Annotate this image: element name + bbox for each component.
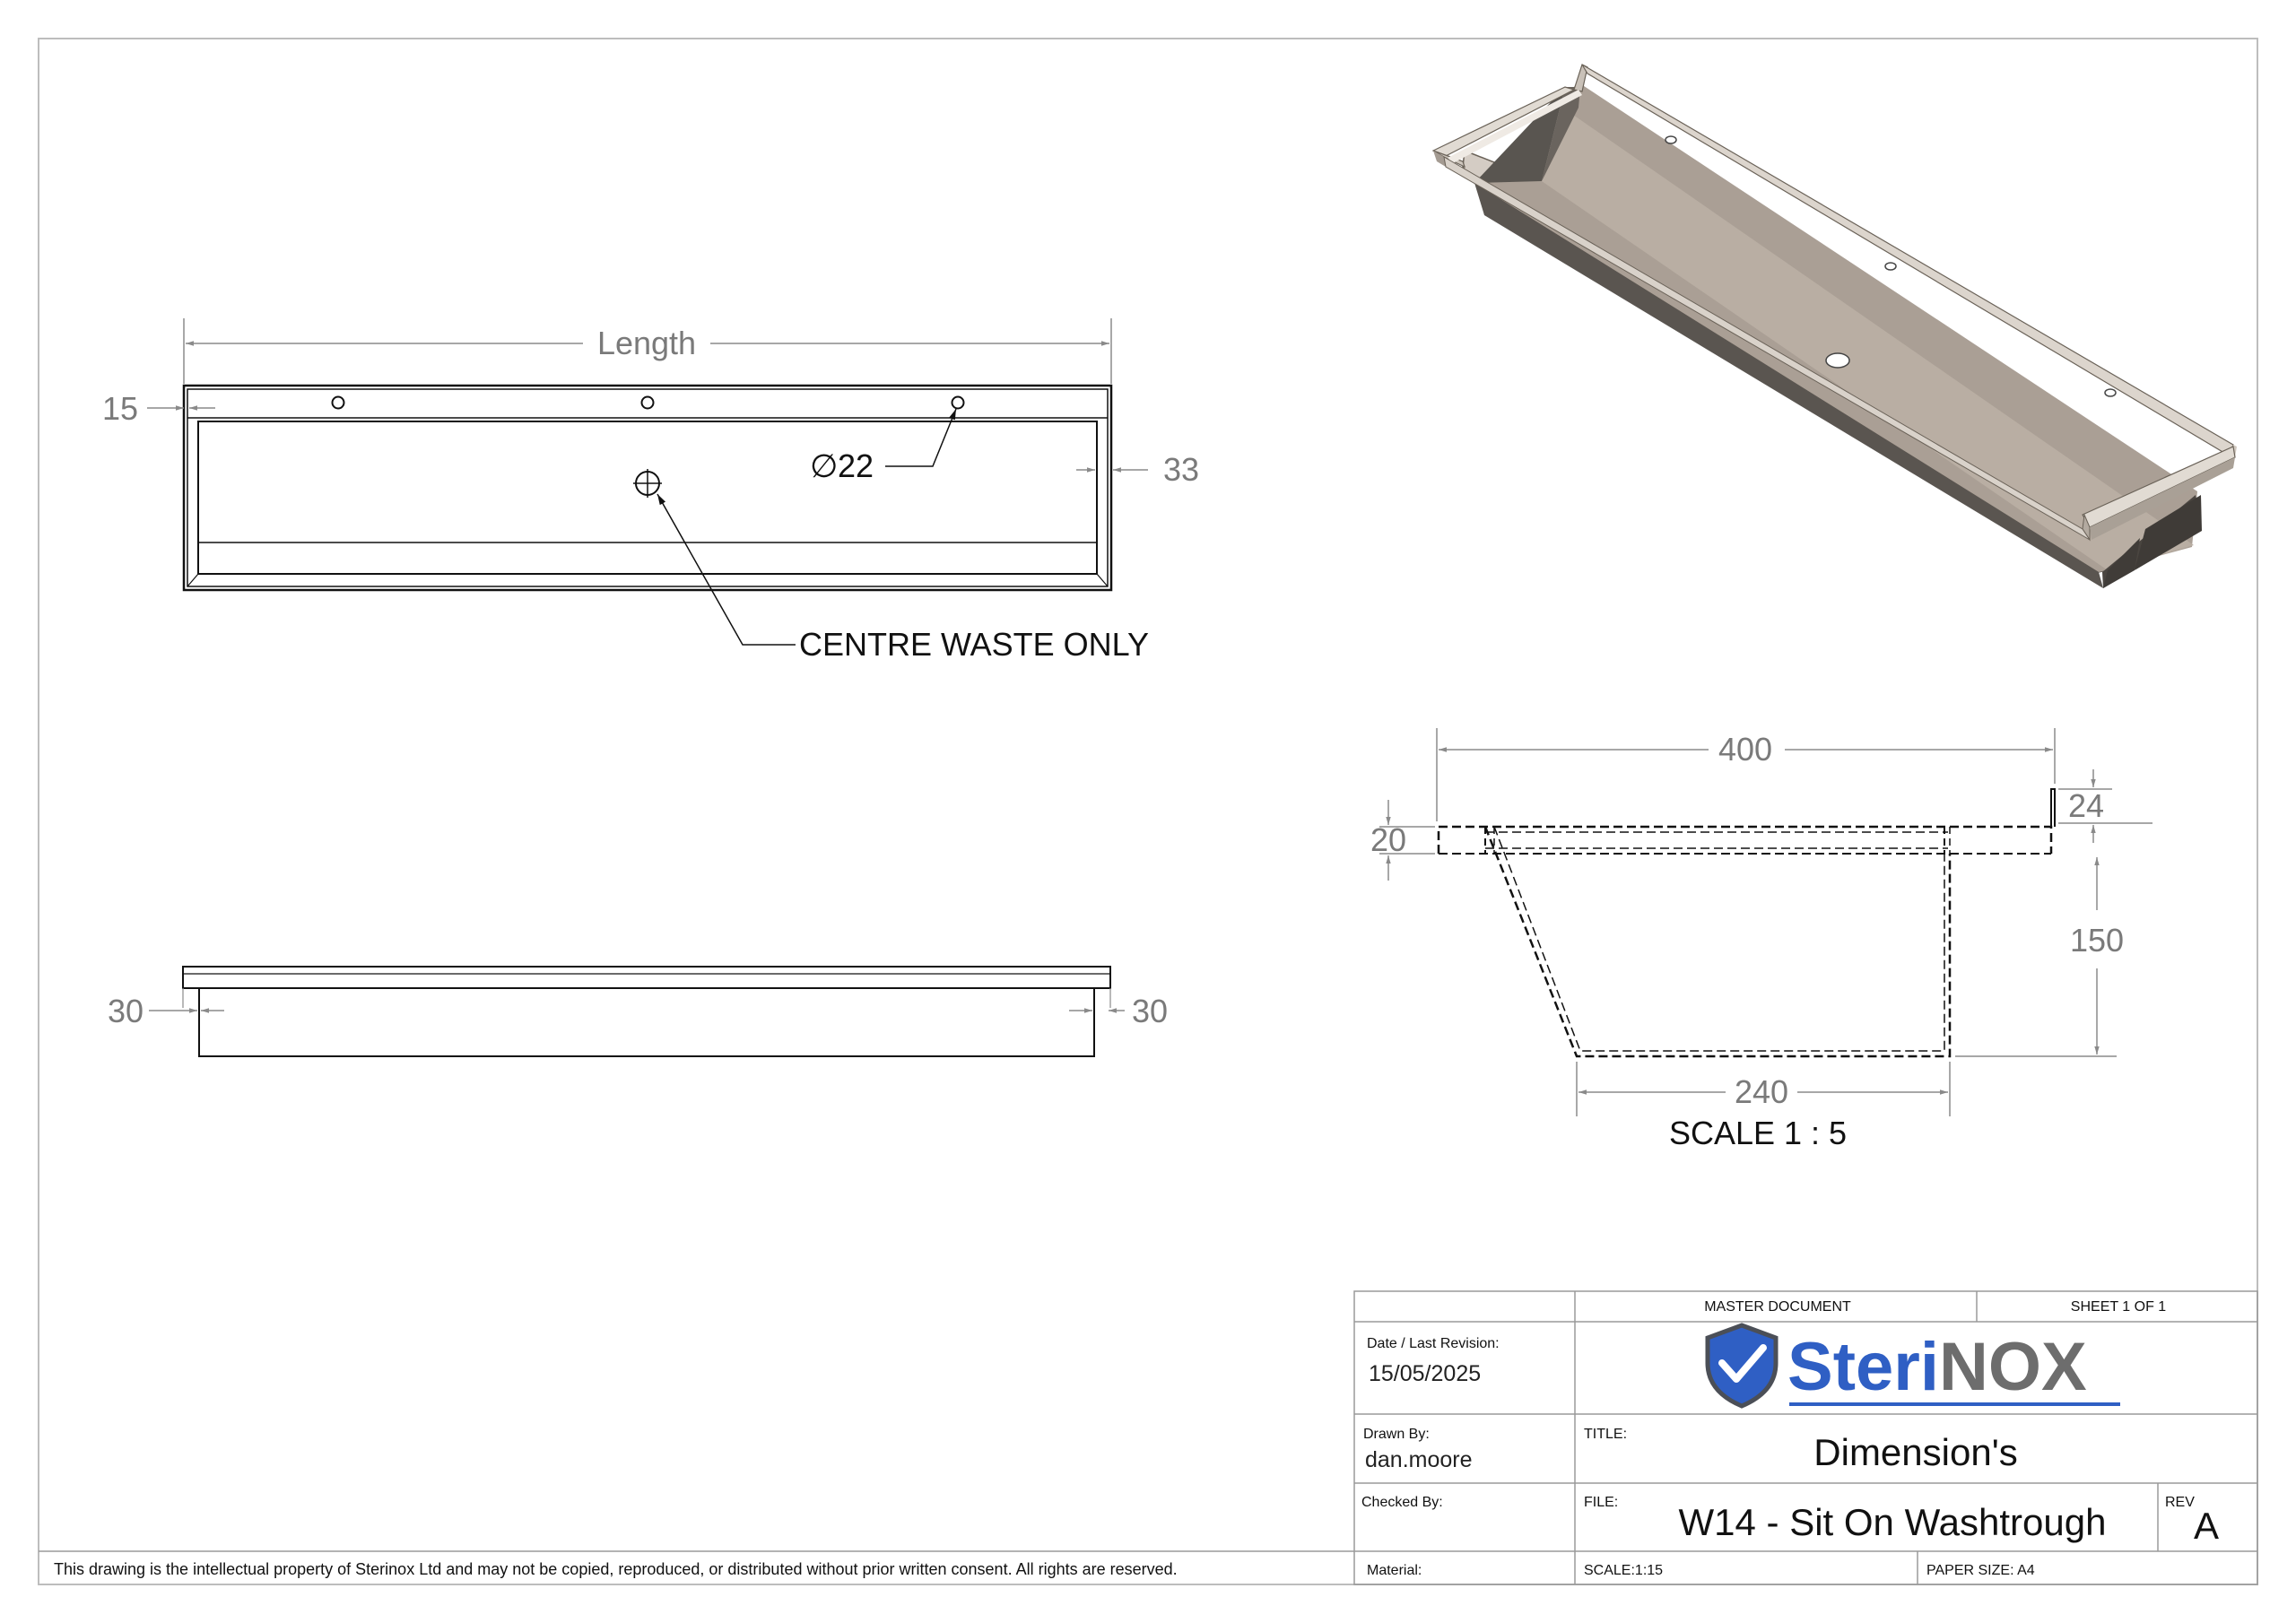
file-label: FILE: — [1584, 1495, 1619, 1510]
dim-section-base: 240 — [1734, 1073, 1789, 1110]
front-view-body — [199, 988, 1094, 1056]
sterinox-logo — [1708, 1325, 2120, 1406]
dim-hole-diameter: 22 — [838, 447, 874, 484]
copyright-notice: This drawing is the intellectual property of Sterinox Ltd and may not be copied, reproduced, or distributed without prior written consent. All rights are reserved. — [54, 1560, 1178, 1578]
front-view — [108, 967, 1168, 1056]
date-label: Date / Last Revision: — [1367, 1336, 1500, 1351]
material-label: Material: — [1367, 1563, 1422, 1578]
front-view-top-edge — [183, 967, 1110, 988]
dim-section-depth: 150 — [2069, 922, 2125, 959]
iso-waste-hole — [1826, 353, 1849, 368]
dim-front-right: 30 — [1132, 993, 1169, 1029]
tap-hole — [333, 397, 344, 409]
rev-value: A — [2193, 1505, 2220, 1547]
logo-text-steri: Steri — [1787, 1329, 1939, 1405]
section-view — [1370, 728, 2152, 1151]
sheet-number: SHEET 1 OF 1 — [2070, 1299, 2167, 1315]
date-value: 15/05/2025 — [1369, 1361, 1482, 1386]
dim-section-upstand: 24 — [2068, 787, 2105, 824]
dim-left-offset: 15 — [101, 390, 138, 427]
paper-size: PAPER SIZE: A4 — [1926, 1563, 2035, 1578]
rev-label: REV — [2165, 1495, 2195, 1510]
scale-label: SCALE 1 : 5 — [1668, 1115, 1848, 1151]
waste-outlet — [633, 469, 662, 498]
isometric-view — [1433, 65, 2237, 588]
master-document-label: MASTER DOCUMENT — [1704, 1299, 1851, 1315]
iso-tap-hole — [1665, 136, 1676, 143]
tap-hole — [952, 397, 964, 409]
shield-check-icon — [1708, 1325, 1776, 1406]
scale-value: SCALE:1:15 — [1584, 1563, 1664, 1578]
dim-length: Length — [596, 325, 697, 361]
svg-text:SteriNOX — [1787, 1329, 2087, 1405]
logo-text-nox: NOX — [1938, 1329, 2087, 1405]
dim-section-lip: 20 — [1370, 821, 1407, 858]
dim-front-left: 30 — [107, 993, 144, 1029]
top-view — [102, 318, 1199, 663]
dim-right-offset: 33 — [1163, 451, 1200, 488]
note-centre-waste: CENTRE WASTE ONLY — [799, 626, 1150, 663]
checked-by-label: Checked By: — [1361, 1495, 1443, 1510]
iso-tap-hole — [1885, 263, 1896, 270]
drawn-by-value: dan.moore — [1365, 1447, 1473, 1472]
tap-hole — [642, 397, 654, 409]
diameter-symbol: ∅ — [810, 447, 839, 484]
drawn-by-label: Drawn By: — [1363, 1427, 1430, 1442]
dim-section-width: 400 — [1718, 731, 1773, 768]
iso-tap-hole — [2105, 389, 2116, 396]
title-label: TITLE: — [1584, 1427, 1628, 1442]
file-name: W14 - Sit On Washtrough — [1678, 1501, 2107, 1543]
title-block — [1354, 1291, 2257, 1584]
drawing-title: Dimension's — [1813, 1431, 2018, 1473]
